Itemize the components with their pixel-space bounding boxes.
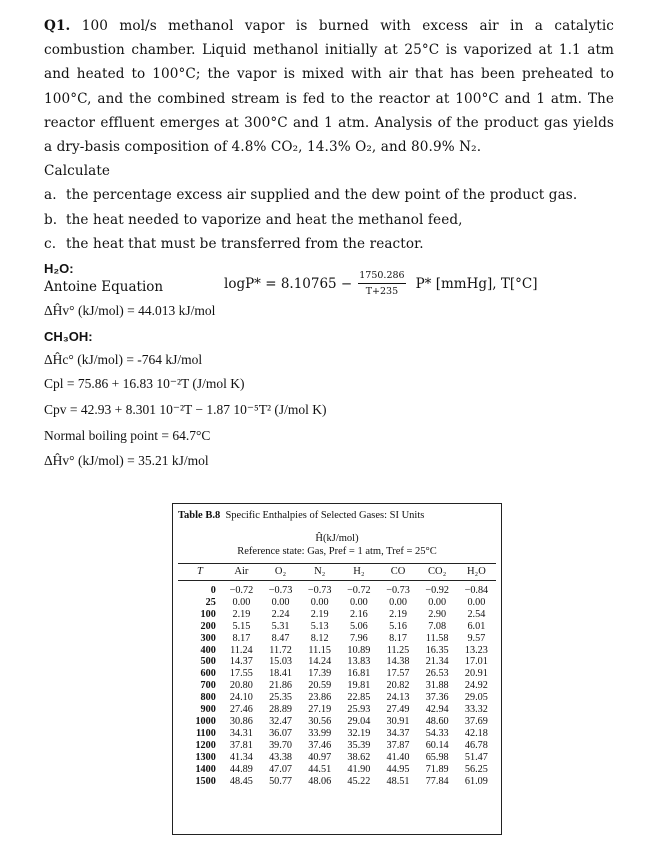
enthalpy-cell: 33.99 [308,727,332,739]
enthalpy-cell: 0.00 [232,596,251,608]
enthalpy-cell: 9.57 [467,632,486,644]
methanol-heading: CH₃OH: [44,329,93,344]
antoine-numerator: 1750.286 [358,270,405,284]
enthalpy-cell: 0.00 [271,596,290,608]
part-text: the heat needed to vaporize and heat the methanol feed, [66,211,463,228]
enthalpy-cell: 48.06 [308,775,332,787]
enthalpy-cell: 24.13 [386,692,410,704]
enthalpy-cell: 5.31 [271,620,290,632]
column-header: H₂O [457,564,496,581]
enthalpy-cell: 34.31 [229,727,253,739]
enthalpy-cell: 6.01 [467,620,486,632]
column-header: H₂ [339,564,378,581]
column-header: T [178,564,222,581]
temperature-cell: 300 [200,632,216,644]
table-row [178,621,496,633]
enthalpy-cell: 11.15 [308,644,331,656]
enthalpy-cell: 48.60 [425,715,449,727]
methanol-cp-vapor: Cpv = 42.93 + 8.301 10⁻²T − 1.87 10⁻⁵T² (J/mol K) [44,402,327,417]
enthalpy-cell: 21.34 [425,656,449,668]
enthalpy-cell: −0.84 [464,585,489,596]
table-row [178,764,496,776]
enthalpy-cell: 8.17 [232,632,251,644]
enthalpy-cell: 16.81 [347,668,371,680]
enthalpy-cell: 39.70 [269,739,292,751]
temperature-cell: 1200 [195,739,216,751]
part-text: the percentage excess air supplied and the dew point of the product gas. [66,187,578,204]
enthalpy-cell: 40.97 [308,751,332,763]
table-row [178,609,496,621]
question-part [44,208,614,232]
enthalpy-cell: 44.89 [229,763,253,775]
enthalpy-cell: 30.91 [386,715,410,727]
enthalpy-cell: 0.00 [310,596,329,608]
question-text: 100 mol/s methanol vapor is burned with excess air in a catalytic combustion chamber. Liquid methanol initially at 25°C is vaporized at 1.1 atm and heated to 100°C; the vapor is mixed with air that has been preheated to 100°C, and the combined stream is fed to the reactor at 100°C and 1 atm. The reactor effluent emerges at 300°C and 1 atm. Analysis of the product gas yields a dry-basis composition of 4.8% CO₂, 14.3% O₂, and 80.9% N₂. [44,18,614,156]
enthalpy-cell: 20.91 [464,668,488,680]
enthalpy-cell: 42.94 [425,704,449,716]
enthalpy-cell: 37.36 [425,692,449,704]
question-part [44,183,614,207]
methanol-heat-of-vaporization: ΔĤv° (kJ/mol) = 35.21 kJ/mol [44,453,209,468]
enthalpy-cell: 77.84 [425,775,449,787]
enthalpy-cell: 17.57 [386,668,410,680]
question-parts [44,183,614,256]
enthalpy-cell: 18.41 [269,668,292,680]
enthalpy-cell: 37.46 [308,739,332,751]
enthalpy-cell: 60.14 [425,739,449,751]
table-row [178,668,496,680]
enthalpy-table [178,563,496,787]
enthalpy-cell: 24.92 [464,680,488,692]
enthalpy-cell: 2.19 [389,608,407,620]
antoine-lhs: logP* = 8.10765 − [224,275,353,292]
enthalpy-cell: 61.09 [464,775,488,787]
temperature-cell: 600 [200,668,216,680]
enthalpy-cell: 34.37 [386,727,410,739]
enthalpy-cell: 37.69 [464,715,488,727]
table-row [178,633,496,645]
part-label: c. [44,235,57,252]
table-title: Specific Enthalpies of Selected Gases: SI Units [225,510,425,521]
enthalpy-cell: 11.24 [230,644,253,656]
column-header: N₂ [300,564,339,581]
enthalpy-cell: 27.49 [386,704,410,716]
enthalpy-cell: 27.46 [229,704,253,716]
enthalpy-cell: 2.54 [467,608,486,620]
enthalpy-cell: 35.39 [347,739,371,751]
part-label: b. [44,211,58,228]
enthalpy-cell: 43.38 [269,751,292,763]
enthalpy-cell: 56.25 [464,763,488,775]
enthalpy-cell: 42.18 [464,727,488,739]
enthalpy-cell: 5.16 [389,620,407,632]
enthalpy-cell: 41.40 [386,751,410,763]
enthalpy-cell: 50.77 [269,775,292,787]
antoine-label: Antoine Equation [44,279,164,295]
table-row [178,692,496,704]
enthalpy-cell: 54.33 [425,727,449,739]
temperature-cell: 400 [200,644,216,656]
table-row [178,716,496,728]
table-row [178,656,496,668]
temperature-cell: 1100 [196,727,216,739]
enthalpy-cell: 37.81 [229,739,253,751]
temperature-cell: 100 [200,608,216,620]
enthalpy-cell: 32.47 [269,715,292,727]
enthalpy-cell: 14.24 [308,656,332,668]
enthalpy-cell: 20.59 [308,680,332,692]
table-row [178,704,496,716]
antoine-equation [224,270,537,297]
column-header: CO₂ [418,564,457,581]
enthalpy-cell: 17.55 [229,668,253,680]
enthalpy-cell: 30.56 [308,715,332,727]
table-row [178,645,496,657]
table-row [178,776,496,788]
temperature-cell: 1500 [195,775,216,787]
enthalpy-cell: 13.83 [347,656,371,668]
antoine-denominator: T+235 [365,286,399,297]
enthalpy-cell: 2.24 [271,608,290,620]
enthalpy-cell: −0.72 [229,585,254,596]
enthalpy-cell: 5.15 [232,620,251,632]
enthalpy-cell: 15.03 [269,656,292,668]
enthalpy-cell: 8.17 [389,632,407,644]
enthalpy-cell: 13.23 [464,644,488,656]
enthalpy-cell: 48.51 [386,775,410,787]
table-caption [178,510,424,521]
enthalpy-cell: 24.10 [229,692,253,704]
enthalpy-cell: 14.38 [386,656,410,668]
enthalpy-cell: 0.00 [389,596,407,608]
methanol-heat-of-combustion: ΔĤc° (kJ/mol) = -764 kJ/mol [44,352,203,367]
enthalpy-cell: 0.00 [349,596,368,608]
enthalpy-cell: 2.19 [232,608,251,620]
enthalpy-cell: 10.89 [347,644,371,656]
table-row [178,680,496,692]
enthalpy-cell: 22.85 [347,692,371,704]
enthalpy-cell: 46.78 [464,739,488,751]
enthalpy-cell: 8.12 [310,632,329,644]
table-row [178,597,496,609]
enthalpy-cell: 29.05 [464,692,488,704]
antoine-fraction [358,270,405,297]
enthalpy-cell: 23.86 [308,692,332,704]
table-number: Table B.8 [178,510,221,521]
column-header: CO [378,564,417,581]
temperature-cell: 200 [200,620,216,632]
enthalpy-cell: −0.92 [425,585,449,596]
enthalpy-cell: 0.00 [428,596,447,608]
enthalpy-cell: 11.25 [386,644,410,656]
table-row [178,740,496,752]
table-header-row [178,564,496,581]
temperature-cell: 1400 [195,763,216,775]
part-label: a. [44,187,57,204]
question-label: Q1. [44,18,71,34]
enthalpy-cell: 8.47 [271,632,290,644]
temperature-cell: 800 [200,692,216,704]
enthalpy-cell: 2.19 [310,608,329,620]
temperature-cell: 25 [205,596,216,608]
temperature-cell: 500 [200,656,216,668]
water-heading: H₂O: [44,261,74,276]
enthalpy-cell: 29.04 [347,715,371,727]
enthalpy-cell: −0.73 [268,585,293,596]
enthalpy-cell: 38.62 [347,751,371,763]
enthalpy-cell: 41.90 [347,763,371,775]
enthalpy-cell: 7.96 [349,632,368,644]
question-part [44,232,614,256]
enthalpy-cell: 44.95 [386,763,410,775]
problem-statement [44,14,614,256]
problem-body [44,14,614,159]
water-heat-of-vaporization: ΔĤv° (kJ/mol) = 44.013 kJ/mol [44,303,216,318]
temperature-cell: 1000 [195,715,216,727]
enthalpy-cell: 41.34 [229,751,253,763]
enthalpy-cell: 32.19 [347,727,371,739]
enthalpy-cell: 65.98 [425,751,449,763]
column-header: Air [222,564,261,581]
temperature-cell: 900 [200,704,216,716]
methanol-cp-liquid: Cpl = 75.86 + 16.83 10⁻²T (J/mol K) [44,376,245,391]
table-row [178,728,496,740]
enthalpy-cell: 2.90 [428,608,447,620]
enthalpy-cell: 7.08 [428,620,447,632]
enthalpy-cell: 5.06 [349,620,368,632]
enthalpy-cell: 20.82 [386,680,410,692]
enthalpy-cell: 30.86 [229,715,253,727]
enthalpy-cell: 17.39 [308,668,332,680]
enthalpy-cell: 16.35 [425,644,449,656]
table-reference-line: Reference state: Gas, Pref = 1 atm, Tref = 25°C [237,546,437,557]
antoine-units: P* [mmHg], T[°C] [415,275,538,292]
enthalpy-cell: 25.35 [269,692,292,704]
enthalpy-cell: 21.86 [269,680,292,692]
temperature-cell: 1300 [195,751,216,763]
enthalpy-cell: 31.88 [425,680,449,692]
table-unit-line: Ĥ(kJ/mol) [315,533,359,544]
enthalpy-cell: 45.22 [347,775,371,787]
enthalpy-cell: 47.07 [269,763,292,775]
enthalpy-cell: −0.73 [386,585,410,596]
enthalpy-cell: 0.00 [467,596,486,608]
methanol-boiling-point: Normal boiling point = 64.7°C [44,428,211,443]
temperature-cell: 700 [200,680,216,692]
enthalpy-cell: 11.58 [425,632,449,644]
enthalpy-cell: 11.72 [269,644,292,656]
enthalpy-cell: 36.07 [269,727,292,739]
temperature-cell: 0 [210,585,216,596]
enthalpy-cell: 14.37 [229,656,253,668]
table-row [178,581,496,597]
part-text: the heat that must be transferred from the reactor. [66,235,424,252]
enthalpy-cell: 48.45 [229,775,253,787]
enthalpy-cell: 26.53 [425,668,449,680]
enthalpy-cell: 33.32 [464,704,488,716]
enthalpy-cell: 20.80 [229,680,253,692]
enthalpy-cell: 28.89 [269,704,292,716]
enthalpy-cell: 71.89 [425,763,449,775]
enthalpy-cell: 5.13 [310,620,329,632]
enthalpy-cell: 37.87 [386,739,410,751]
calculate-line: Calculate [44,163,111,180]
enthalpy-cell: 25.93 [347,704,371,716]
column-header: O₂ [261,564,300,581]
enthalpy-cell: −0.73 [307,585,332,596]
enthalpy-cell: 2.16 [349,608,368,620]
table-body [178,581,496,788]
enthalpy-cell: 44.51 [308,763,332,775]
enthalpy-cell: 51.47 [464,751,488,763]
enthalpy-cell: 17.01 [464,656,488,668]
enthalpy-cell: 27.19 [308,704,332,716]
enthalpy-cell: 19.81 [347,680,371,692]
table-row [178,752,496,764]
enthalpy-cell: −0.72 [347,585,371,596]
